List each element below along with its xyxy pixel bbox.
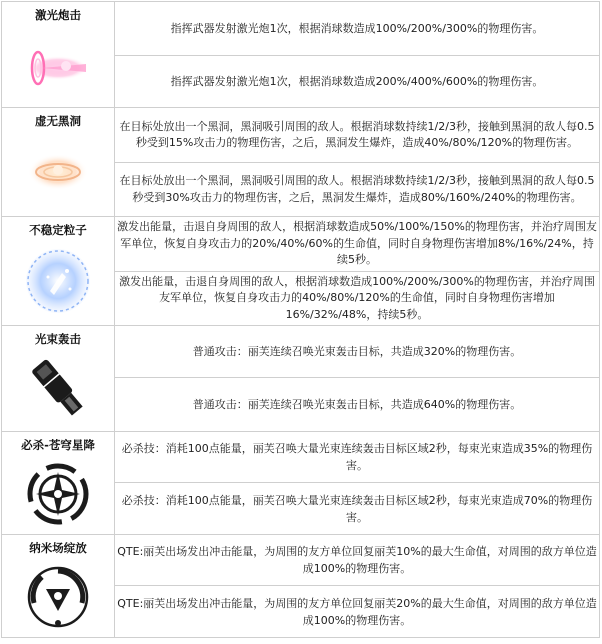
nano-field-icon (22, 561, 94, 633)
skill-description: 激发出能量，击退自身周围的敌人，根据消球数造成100%/200%/300%的物理伤害，并治疗周围友军单位，恢复自身攻击力的40%/80%/120%的生命值，同时自身物理伤害增加16%/32%/48%，持续5秒。 (115, 272, 600, 326)
unstable-particle-icon (20, 243, 96, 319)
skill-name: 光束轰击 (35, 332, 81, 346)
starfall-icon (22, 458, 94, 530)
beam-strike-icon (22, 352, 94, 424)
laser-cannon-icon (20, 28, 96, 104)
skill-name: 纳米场绽放 (29, 541, 87, 555)
skill-name: 虚无黑洞 (35, 114, 81, 128)
skill-description: 在目标处放出一个黑洞，黑洞吸引周围的敌人。根据消球数持续1/2/3秒，接触到黑洞的敌人每0.5秒受到30%攻击力的物理伤害，之后，黑洞发生爆炸，造成80%/160%/240%的物理伤害。 (115, 163, 600, 217)
skill-description: 普通攻击：丽芙连续召唤光束轰击目标，共造成640%的物理伤害。 (115, 378, 600, 432)
skill-cell (2, 326, 115, 432)
table-row (2, 108, 600, 163)
skill-description: 必杀技：消耗100点能量，丽芙召唤大量光束连续轰击目标区域2秒，每束光束造成35%的物理伤害。 (115, 432, 600, 483)
skill-description: 指挥武器发射激光炮1次，根据消球数造成200%/400%/600%的物理伤害。 (115, 56, 600, 108)
skill-name: 不稳定粒子 (29, 223, 87, 237)
skill-description: QTE:丽芙出场发出冲击能量，为周围的友方单位回复丽芙20%的最大生命值，对周围的敌方单位造成100%的物理伤害。 (115, 586, 600, 638)
skill-name: 激光炮击 (35, 8, 81, 22)
skill-description: 在目标处放出一个黑洞，黑洞吸引周围的敌人。根据消球数持续1/2/3秒，接触到黑洞的敌人每0.5秒受到15%攻击力的物理伤害，之后，黑洞发生爆炸，造成40%/80%/120%的物理伤害。 (115, 108, 600, 163)
skill-description: 普通攻击：丽芙连续召唤光束轰击目标，共造成320%的物理伤害。 (115, 326, 600, 378)
table-row (2, 2, 600, 56)
black-hole-icon (20, 134, 96, 210)
skill-table (1, 1, 600, 638)
skill-description: 必杀技：消耗100点能量，丽芙召唤大量光束连续轰击目标区域2秒，每束光束造成70%的物理伤害。 (115, 483, 600, 535)
skill-cell (2, 535, 115, 638)
skill-cell (2, 108, 115, 217)
skill-description: 指挥武器发射激光炮1次，根据消球数造成100%/200%/300%的物理伤害。 (115, 2, 600, 56)
table-row (2, 326, 600, 378)
skill-name: 必杀-苍穹星降 (21, 438, 95, 452)
table-row (2, 217, 600, 272)
skill-cell (2, 217, 115, 326)
skill-cell (2, 2, 115, 108)
skill-description: QTE:丽芙出场发出冲击能量，为周围的友方单位回复丽芙10%的最大生命值，对周围的敌方单位造成100%的物理伤害。 (115, 535, 600, 586)
table-row (2, 535, 600, 586)
table-row (2, 432, 600, 483)
skill-cell (2, 432, 115, 535)
skill-description: 激发出能量，击退自身周围的敌人，根据消球数造成50%/100%/150%的物理伤害，并治疗周围友军单位，恢复自身攻击力的20%/40%/60%的生命值，同时自身物理伤害增加8%/16%/24%，持续5秒。 (115, 217, 600, 272)
